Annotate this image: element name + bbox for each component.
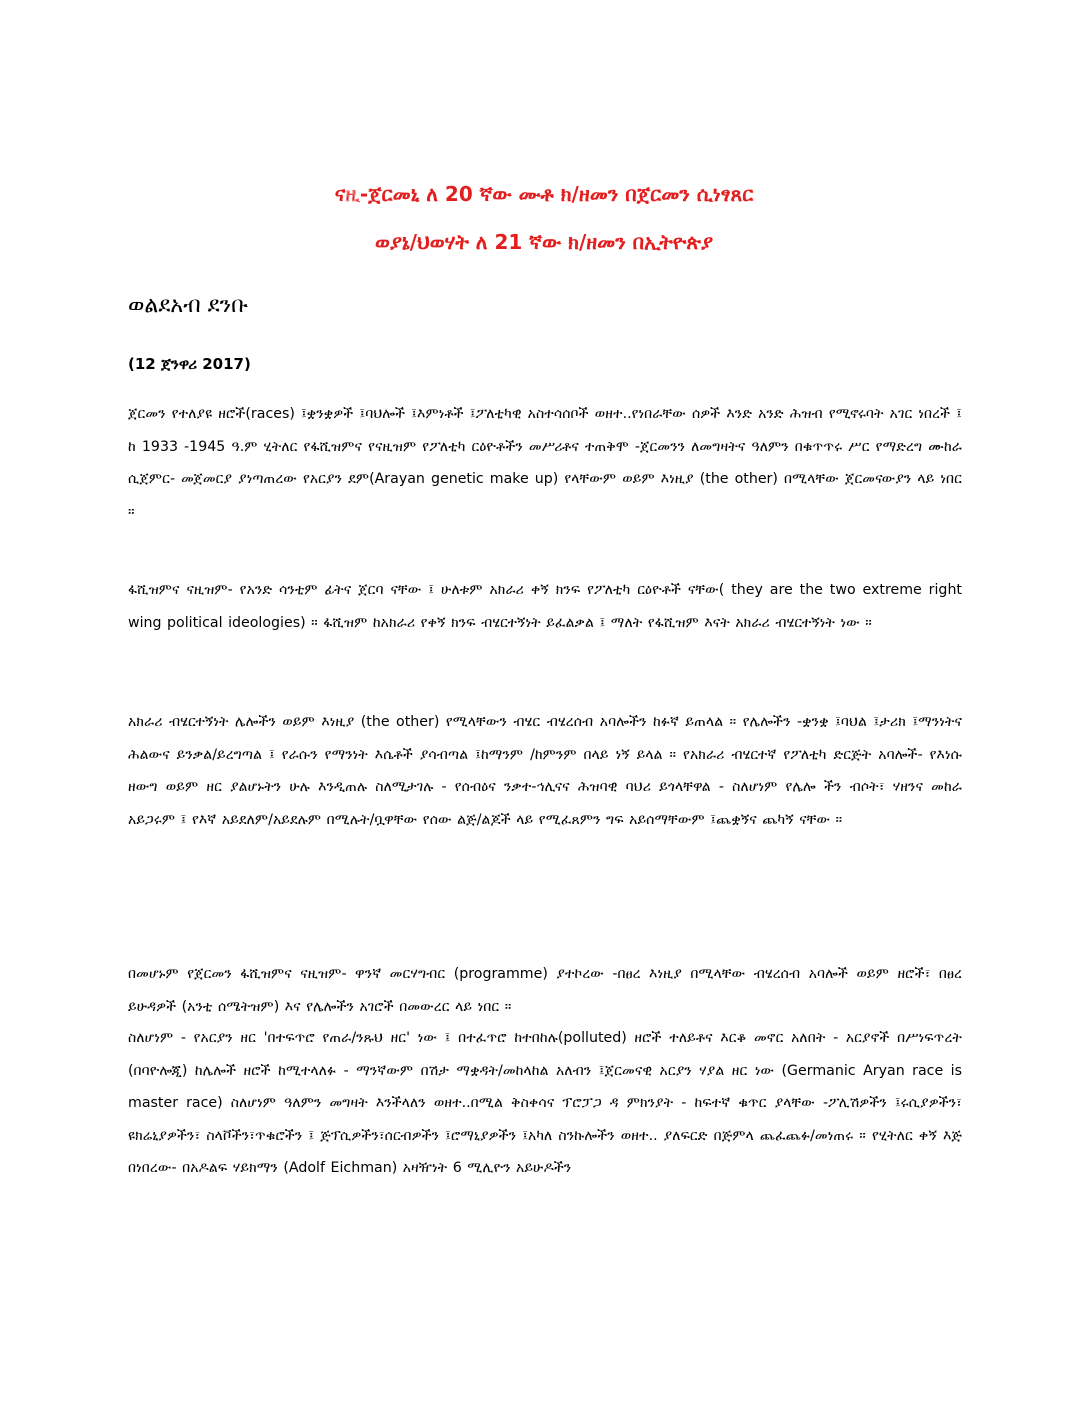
paragraph-5: ስለሆነም - የአርያን ዘር 'በተፍጥሮ የጠራ/ንጹህ ዘር' ነው ፤ በተፈጥሮ ከተበከሉ(polluted) ዘሮች ተለይቶና እርቆ መኖር አለበት - አርያኖች በሥነፍጥረት (በባዮሎጂ) ከሌሎች ዘሮች ከሚተላለፉ - ማንኛውም በሽታ ማቋዳት/መከላከል አለብን ፤ጀርመናዊ አርያን ሃያል ዘር ነው (Germanic Aryan race is master race) ስለሆነም ዓለምን መግዛት እንችላለን ወዘተ..በሚል ቅስቀሳና ፕሮፓጋ ዳ ምክንያት - ከፍተኛ ቁጥር ያላቸው -ፖሊሽዎችን ፤ሩሲያዎችን፣ ዩክሬኒያዎችን፣ ስላቮችን፣ጥቁሮችን ፤ ጅፕሲዎችን፣ሰርብዎችን ፤ሮማኒያዎችን ፤አካለ ስንኩሎችን ወዘተ.. ያለፍርድ በጅምላ ጨፈጨፉ/መነጠሩ ። የሂትለር ቀኝ እጅ በነበረው- በአዶልፍ ሃይክማን (Adolf Eichman) አዛዥነት 6 ሚሊዮን አይሁዶችን	[128, 1030, 962, 1176]
author-name: ወልደአብ ደንቡ	[128, 293, 249, 318]
paragraph-3: አክራሪ ብሄርተኝነት ሌሎችን ወይም እነዚያ (the other) የሚላቸውን ብሄር ብሄረሰብ አባሎችን ከፉኛ ይጠላል ። የሌሎችን -ቋንቋ ፤ባህል ፤ታሪክ ፤ማንነትና ሕልውና ይንቃል/ይረግጣል ፤ የራሱን የማንነት እሴቶች ያሳብጣል ፤ከማንም /ከምንም በላይ ነኝ ይላል ። የአክራሪ ብሄርተኛ የፖለቲካ ድርጅት አባሎች- የእነሱ ዘውግ ወይም ዘር ያልሆኑትን ሁሉ እንዲጠሉ ስለሚታገሉ - የሰብዕና ንቃተ-ኅሊናና ሕዝባዊ ባህሪ ይጎላቸዋል - ስለሆነም የሌሎ ችን ብሶት፣ ሃዘንና መከራ አይጋሩም ፤ የእኛ አይደለም/አይደሉም በሚሉት/ቧዋቸው የሰው ልጅ/ልጆች ላይ የሚፈጸምን ግፍ አይሰማቸውም ፤ጨቋኝና ጨካኝ ናቸው ።	[128, 714, 962, 828]
paragraph-4: በመሆኑም የጀርመን ፋሺዝምና ናዚዝም- ዋንኛ መርሃግብር (programme) ያተኮረው -በፀረ እነዚያ በሚላቸው ብሄረሰብ አባሎች ወይም ዘሮች፣ በፀረ ይሁዳዎች (አንቲ ሰሜትዝም) እና የሌሎችን አገሮች በመውረር ላይ ነበር ።	[128, 966, 962, 1015]
document-title-line-1: ናዚ-ጀርመኒ ለ 20 ኛው ሙቶ ክ/ዘመን በጀርመን ሲነፃጸር	[334, 182, 754, 206]
paragraph-1: ጀርመን የተለያዩ ዘሮች(races) ፤ቋንቋዎች ፤ባህሎች ፤እምነቶች ፤ፖለቲካዊ አስተሳሰቦች ወዘተ..የነበራቸው ሰዎች እንድ አንድ ሕዝብ የሚኖሩባት አገር ነበረች ፤ ከ 1933 -1945 ዓ.ም ሂትለር የፋሺዝምና የናዚዝም የፖለቲካ ርዕዮቶችን መሥሪቶና ተጠቅሞ -ጀርመንን ለመግዛትና ዓለምን በቁጥጥሩ ሥር የማድረግ ሙከራ ሲጀምር- መጀመርያ ያነጣጠረው የአርያን ደም(Arayan genetic make up) የላቸውም ወይም እነዚያ (the other) በሚላቸው ጀርመናውያን ላይ ነበር ።	[128, 406, 962, 520]
document-title-line-2: ወያኔ/ህወሃት ለ 21 ኛው ክ/ዘመን በኢትዮጵያ	[374, 230, 714, 254]
publication-date: (12 ጀንዋሪ 2017)	[128, 355, 251, 373]
paragraph-2: ፋሺዝምና ናዚዝም- የአንድ ሳንቲም ፊትና ጀርባ ናቸው ፤ ሁለቱም አክራሪ ቀኝ ክንፍ የፖለቲካ ርዕዮቶች ናቸው( they are the two extreme right wing political ideologies) ። ፋሺዝም ከአክራሪ የቀኝ ክንፍ ብሄርተኝነት ይፈልቃል ፤ ማለት የፋሺዝም እናት አክራሪ ብሄርተኝነት ነው ።	[128, 582, 962, 631]
